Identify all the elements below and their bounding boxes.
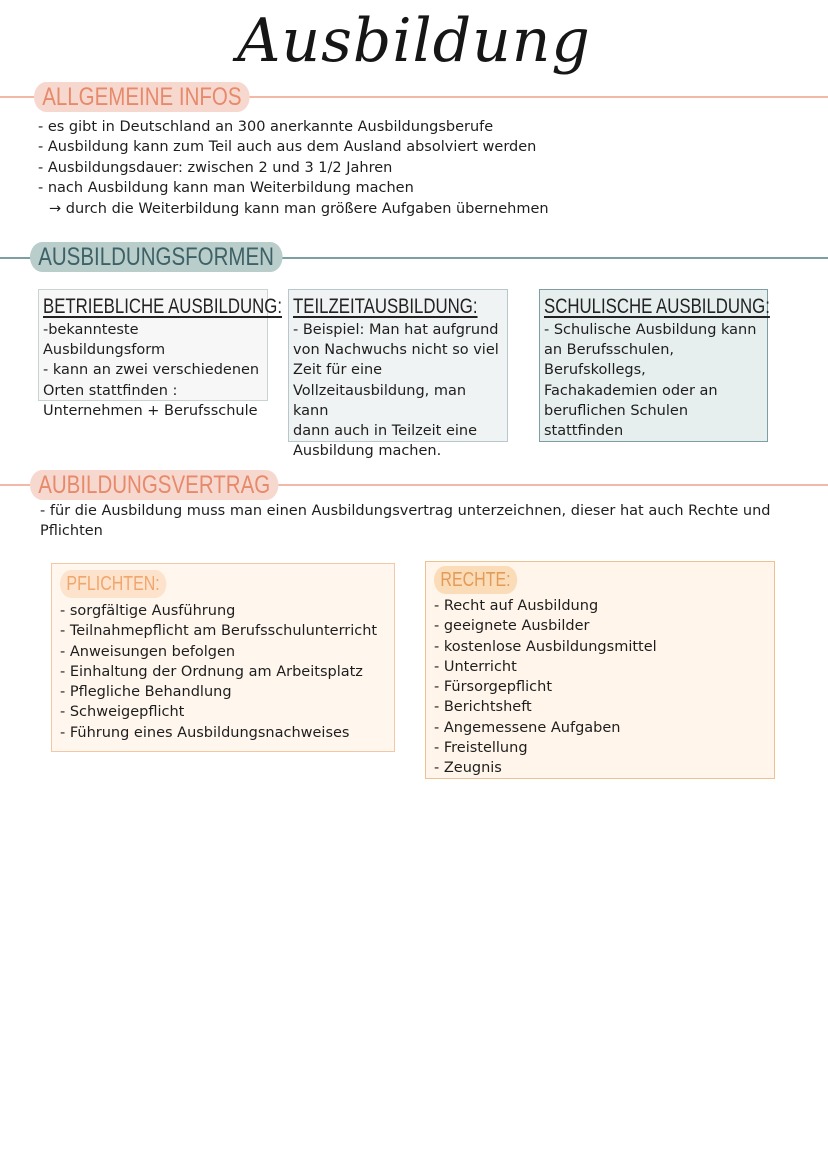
list-item: - Freistellung <box>434 740 528 757</box>
list-item: - sorgfältige Ausführung <box>60 603 236 619</box>
box-schulische-ausbildung <box>539 289 768 442</box>
pflichten-list <box>60 601 386 743</box>
box-line: - Schulische Ausbildung kann <box>544 322 757 338</box>
box-line: dann auch in Teilzeit eine <box>293 423 478 440</box>
list-item: - Pflegliche Behandlung <box>60 684 232 701</box>
list-item: - Schweigepflicht <box>60 704 185 721</box>
box-line: von Nachwuchs nicht so viel <box>293 342 499 359</box>
rechte-list <box>434 596 766 779</box>
box-title: BETRIEBLICHE AUSBILDUNG: <box>43 295 282 318</box>
list-item: - Ausbildungsdauer: zwischen 2 und 3 1/2 Jahren <box>38 159 393 176</box>
box-line: beruflichen Schulen <box>544 402 689 419</box>
page-title: Ausbildung <box>237 6 591 76</box>
text-line: Pflichten <box>40 523 103 540</box>
list-item: - Berichtsheft <box>434 699 532 716</box>
text-line: - für die Ausbildung muss man einen Ausbildungsvertrag unterzeichnen, dieser hat auch Rechte und <box>40 503 771 519</box>
box-title: SCHULISCHE AUSBILDUNG: <box>544 295 770 318</box>
list-item: - Teilnahmepflicht am Berufsschulunterricht <box>60 623 378 640</box>
list-item: - Ausbildung kann zum Teil auch aus dem Ausland absolviert werden <box>38 139 537 156</box>
box-line: - Beispiel: Man hat aufgrund <box>293 322 499 338</box>
list-item: - kostenlose Ausbildungsmittel <box>434 638 657 655</box>
box-teilzeitausbildung <box>288 289 508 460</box>
box-betriebliche-ausbildung <box>38 289 282 419</box>
list-item: - Angemessene Aufgaben <box>434 719 621 736</box>
box-line: Ausbildung machen. <box>293 443 442 460</box>
list-item: - Anweisungen befolgen <box>60 643 236 660</box>
box-title: TEILZEITAUSBILDUNG: <box>293 295 478 318</box>
box-rechte <box>425 561 775 779</box>
box-line: Unternehmen + Berufsschule <box>43 402 258 419</box>
list-item: - Unterricht <box>434 658 517 675</box>
list-item: - geeignete Ausbilder <box>434 618 590 635</box>
box-line: an Berufsschulen, <box>544 342 675 359</box>
heading-ausbildungsvertrag: AUBILDUNGSVERTRAG <box>30 470 278 500</box>
heading-ausbildungsformen: AUSBILDUNGSFORMEN <box>30 242 282 272</box>
list-item: - Führung eines Ausbildungsnachweises <box>60 724 350 741</box>
list-item: - es gibt in Deutschland an 300 anerkannte Ausbildungsberufe <box>38 119 494 135</box>
box-line: stattfinden <box>544 423 624 440</box>
box-line: Fachakademien oder an <box>544 382 718 399</box>
box-line: Berufskollegs, <box>544 362 646 379</box>
list-item: - Zeugnis <box>434 760 502 777</box>
pflichten-title: PFLICHTEN: <box>60 570 166 598</box>
box-pflichten <box>51 563 395 752</box>
list-item: - Fürsorgepflicht <box>434 679 553 696</box>
box-line: - kann an zwei verschiedenen <box>43 362 260 379</box>
list-item: - Recht auf Ausbildung <box>434 598 599 614</box>
box-line: Orten stattfinden : <box>43 382 178 399</box>
allgemeine-list <box>38 117 549 219</box>
box-line: Vollzeitausbildung, man kann <box>293 382 467 419</box>
rechte-title: RECHTE: <box>434 566 517 594</box>
list-item: - Einhaltung der Ordnung am Arbeitsplatz <box>60 663 363 680</box>
list-item: → durch die Weiterbildung kann man größere Aufgaben übernehmen <box>49 200 549 217</box>
box-line: Zeit für eine <box>293 362 383 379</box>
list-item: - nach Ausbildung kann man Weiterbildung machen <box>38 180 414 197</box>
heading-allgemeine-infos: ALLGEMEINE INFOS <box>34 82 250 112</box>
box-line: -bekannteste Ausbildungsform <box>43 322 166 359</box>
vertrag-text <box>40 501 770 542</box>
